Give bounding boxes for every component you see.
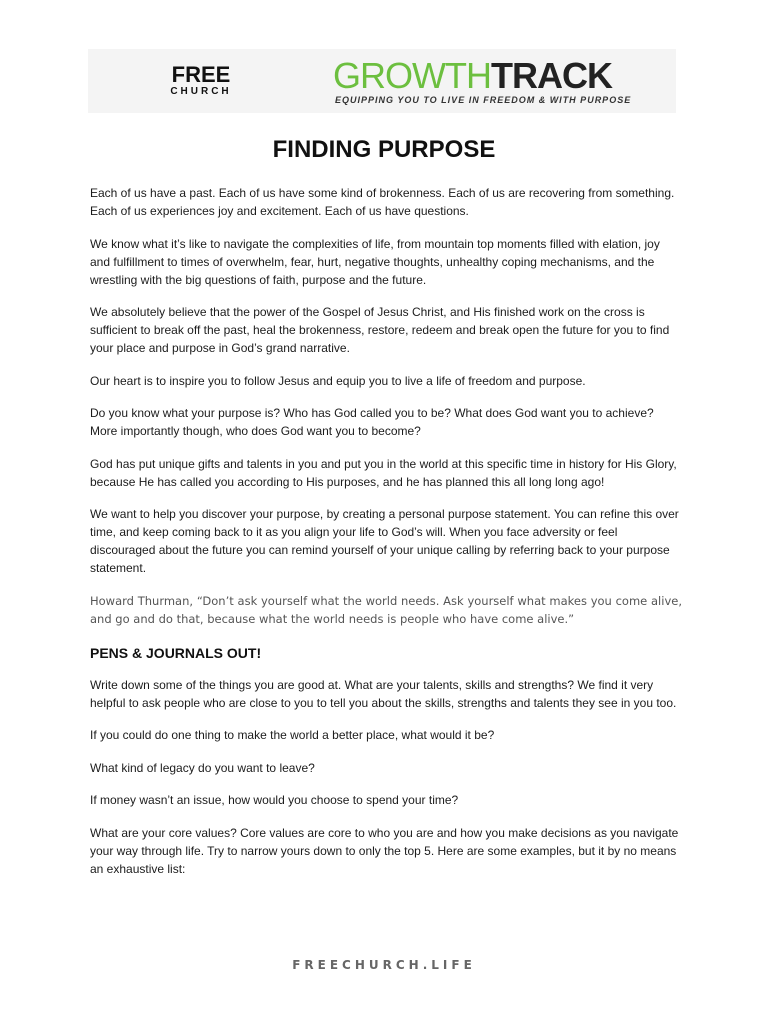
growthtrack-logo-part2: TRACK: [490, 55, 612, 96]
body-paragraph: God has put unique gifts and talents in you and put you in the world at this specific time in history for His Glory, because He has called you according to His purposes, and he has planned this all long long ago!: [90, 456, 677, 489]
question-paragraph: If money wasn’t an issue, how would you choose to spend your time?: [90, 793, 459, 807]
section-heading: PENS & JOURNALS OUT!: [90, 644, 262, 661]
free-church-logo-line1: FREE: [171, 62, 231, 87]
question-paragraph: What kind of legacy do you want to leave?: [90, 760, 315, 775]
footer-url: FREECHURCH.LIFE: [292, 958, 476, 972]
intro-paragraph: Each of us have a past. Each of us have some kind of brokenness. Each of us are recovering from something. Each of us experiences joy and excitement. Each of us have questions.: [90, 186, 675, 218]
growthtrack-logo-title: [333, 55, 612, 96]
body-paragraph: We know what it’s like to navigate the complexities of life, from mountain top moments filled with elation, joy and fulfillment to times of overwhelm, fear, hurt, negative thoughts, unhealthy coping mechanisms, and the wrestling with the big questions of faith, purpose and the future.: [90, 236, 660, 287]
body-paragraph: We absolutely believe that the power of the Gospel of Jesus Christ, and His finished work on the cross is sufficient to break off the past, heal the brokenness, restore, redeem and break open the future for you to find your place and purpose in God’s grand narrative.: [90, 305, 670, 355]
question-paragraph: Write down some of the things you are good at. What are your talents, skills and strengths? We find it very helpful to ask people who are close to you to tell you about the skills, strengths and talents they see in you too.: [90, 677, 677, 710]
growthtrack-logo: [333, 55, 632, 106]
question-paragraph: What are your core values? Core values are core to who you are and how you make decisions as you navigate your way through life. Try to narrow yours down to only the top 5. Here are some examples, but it by no means an exhaustive list:: [90, 825, 679, 876]
thurman-quote: Howard Thurman, “Don’t ask yourself what the world needs. Ask yourself what makes you come alive, and go and do that, because what the world needs is people who have come alive.”: [90, 593, 682, 626]
question-paragraph: If you could do one thing to make the world a better place, what would it be?: [90, 728, 495, 742]
free-church-logo: [170, 64, 232, 98]
document-body: [90, 184, 682, 892]
body-paragraph: Our heart is to inspire you to follow Jesus and equip you to live a life of freedom and purpose.: [90, 373, 586, 388]
body-paragraph: We want to help you discover your purpose, by creating a personal purpose statement. You can refine this over time, and keep coming back to it as you align your life to God’s will. When you face adversity or feel discouraged about the future you can remind yourself of your unique calling by referring back to your purpose statement.: [90, 507, 679, 575]
growthtrack-tagline: EQUIPPING YOU TO LIVE IN FREEDOM & WITH PURPOSE: [335, 95, 632, 105]
page-title: FINDING PURPOSE: [272, 136, 496, 163]
free-church-logo-line2: CHURCH: [170, 86, 232, 97]
body-paragraph: Do you know what your purpose is? Who has God called you to be? What does God want you to achieve? More importantly though, who does God want you to become?: [90, 406, 654, 438]
growthtrack-logo-part1: GROWTH: [333, 55, 491, 96]
